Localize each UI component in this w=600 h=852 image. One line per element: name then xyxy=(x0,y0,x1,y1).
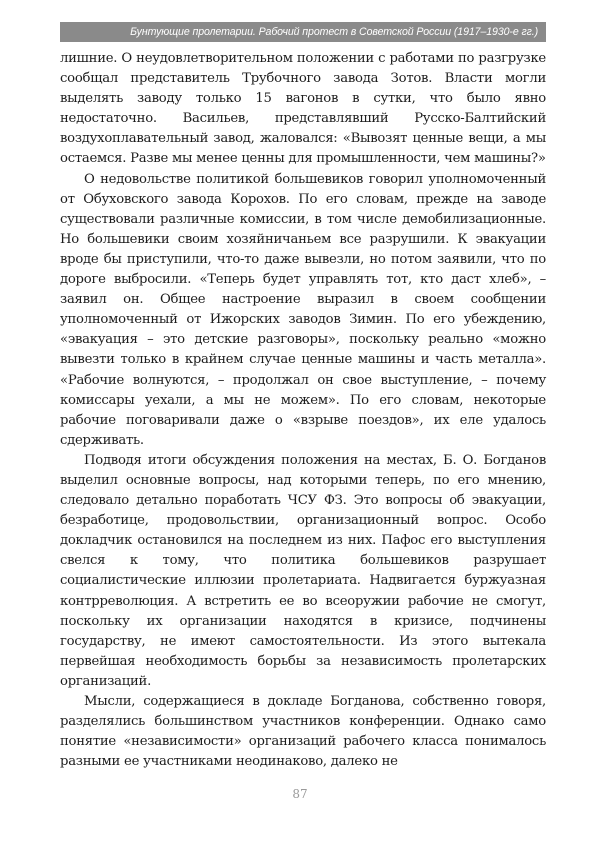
running-header: Бунтующие пролетарии. Рабочий протест в Советской России (1917–1930-е гг.) xyxy=(60,22,546,42)
paragraph: лишние. О неудовлетворительном положении с работами по разгрузке сообщал представитель Трубочного завода Зотов. Власти могли выделять заводу только 15 вагонов в сутки, что было явно недостаточно. Васильев, представлявший Русско-Балтийский воздухоплавательный завод, жаловался: «Вывозят ценные вещи, а мы остаемся. Разве мы менее ценны для промышленности, чем машины?» xyxy=(60,51,546,167)
paragraph: О недовольстве политикой большевиков говорил уполномоченный от Обуховского завода Корохов. По его словам, прежде на заводе существовали различные комиссии, в том числе демобилизационные. Но большевики своим хозяйничаньем все разрушили. К эвакуации вроде бы приступили, что-то даже вывезли, но потом заявили, что по дороге выбросили. «Теперь будет управлять тот, кто даст хлеб», – заявил он. Общее настроение выразил в своем сообщении уполномоченный от Ижорских заводов Зимин. По его убеждению, «эвакуация – это детские разговоры», поскольку реально «можно вывезти только в крайнем случае ценные машины и часть металла». «Рабочие волнуются, – продолжал он свое выступление, – почему комиссары уехали, а мы не можем». По его словам, некоторые рабочие поговаривали даже о «взрыве поездов», их еле удалось сдерживать. xyxy=(60,171,546,448)
body-text xyxy=(60,49,546,772)
page-number: 87 xyxy=(292,787,308,801)
paragraph: Мысли, содержащиеся в докладе Богданова, собственно говоря, разделялись большинством участников конференции. Однако само понятие «независимости» организаций рабочего класса понималось разными ее участниками неодинаково, далеко не xyxy=(60,694,546,770)
paragraph: Подводя итоги обсуждения положения на местах, Б. О. Богданов выделил основные вопросы, над которыми теперь, по его мнению, следовало детально поработать ЧСУ ФЗ. Это вопросы об эвакуации, безработице, продовольствии, организационный вопрос. Особо докладчик остановился на последнем из них. Пафос его выступления свелся к тому, что политика большевиков разрушает социалистические иллюзии пролетариата. Надвигается буржуазная контрреволюция. А встретить ее во всеоружии рабочие не смогут, поскольку их организации находятся в кризисе, подчинены государству, не имеют самостоятельности. Из этого вытекала первейшая необходимость борьбы за независимость пролетарских организаций. xyxy=(60,452,546,689)
